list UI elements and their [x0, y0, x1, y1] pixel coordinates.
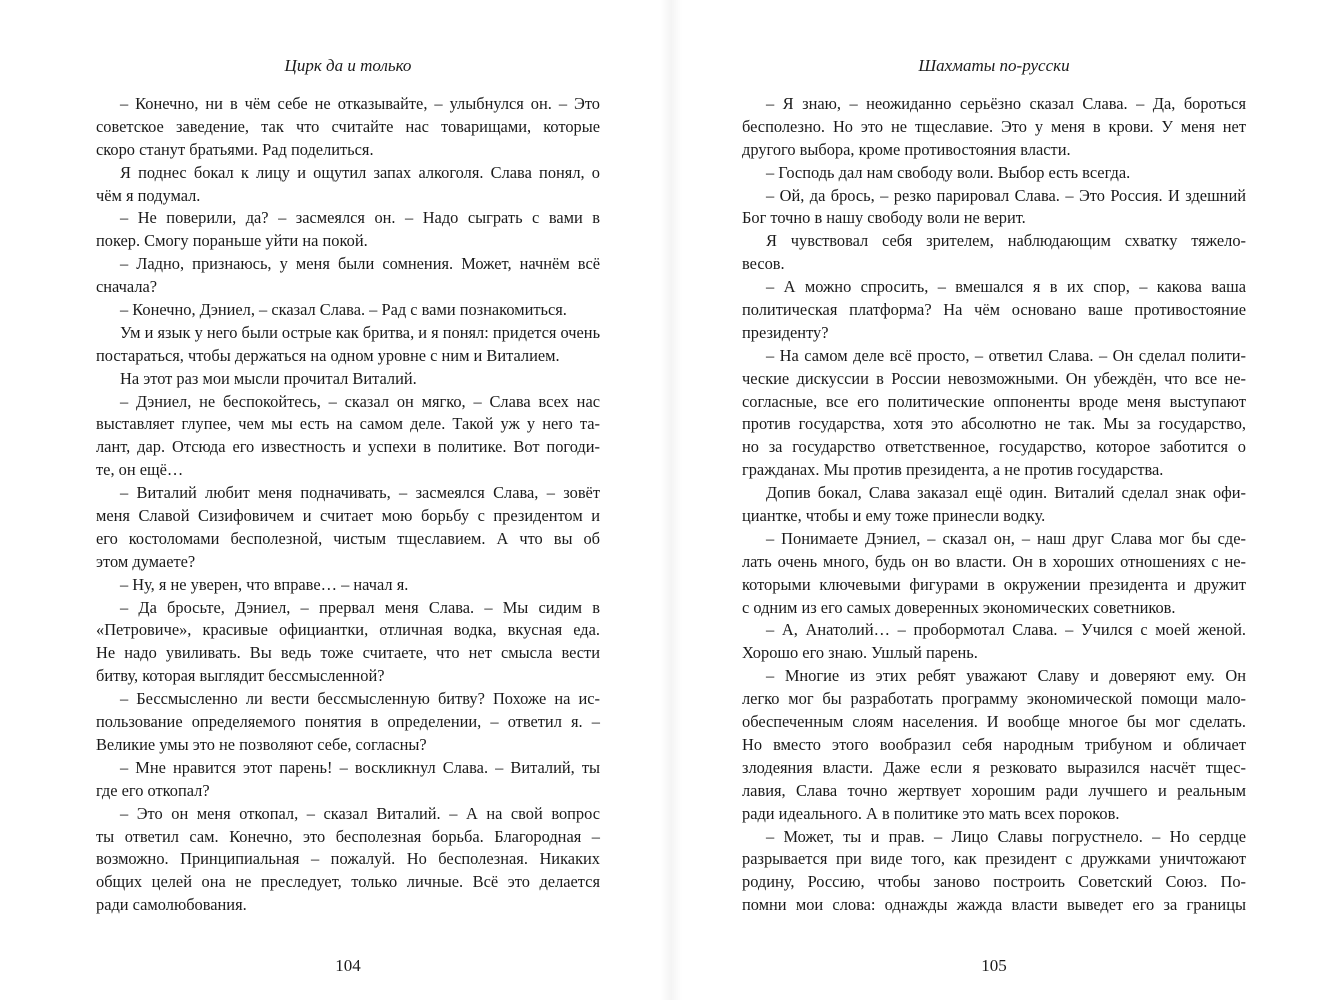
- text-line: – Конечно, ни в чём себе не отказывайте, – улыбнулся он. – Это: [120, 94, 600, 113]
- text-line: На этот раз мои мысли прочитал Виталий.: [120, 368, 417, 388]
- text-line: Но вместо этого вообразил себя народным трибуном и обличает: [742, 734, 1246, 754]
- text-line: – Понимаете Дэниел, – сказал он, – наш друг Слава мог бы сде-: [766, 528, 1246, 548]
- text-line: постараться, чтобы держаться на одном уровне с ним и Виталием.: [96, 345, 560, 365]
- text-line: – Господь дал нам свободу воли. Выбор есть всегда.: [766, 162, 1131, 182]
- left-page: [96, 0, 600, 1000]
- text-line: ради самолюбования.: [96, 895, 247, 915]
- text-line: – Это он меня откопал, – сказал Виталий. – А на свой вопрос: [120, 803, 600, 823]
- text-line: Хорошо его знаю. Ушлый парень.: [742, 643, 978, 663]
- text-line: согласные, все его политические оппоненты вроде меня выступают: [742, 391, 1246, 411]
- text-line: бесполезно. Но это не тщеславие. Это у меня в крови. У меня нет: [742, 116, 1246, 136]
- left-running-head: Цирк да и только: [284, 56, 412, 75]
- text-line: которыми ключевыми фигурами в окружении президента и дружит: [742, 574, 1246, 594]
- text-line: – Мне нравится этот парень! – воскликнул Слава. – Виталий, ты: [120, 757, 600, 777]
- text-line: Допив бокал, Слава заказал ещё один. Виталий сделал знак офи-: [766, 483, 1246, 503]
- text-line: скоро станут братьями. Рад поделиться.: [96, 139, 374, 159]
- right-page: [742, 0, 1246, 1000]
- text-line: лавия, Слава точно жертвует хорошим ради лучшего и реальным: [742, 780, 1246, 800]
- text-line: весов.: [742, 254, 785, 274]
- text-line: – Ой, да брось, – резко парировал Слава. – Это Россия. И здешний: [766, 185, 1246, 205]
- text-line: Бог точно в нашу свободу воли не верит.: [742, 208, 1026, 228]
- text-line: – Ну, я не уверен, что вправе… – начал я.: [120, 574, 409, 594]
- text-line: меня Славой Сизифовичем и считает мою борьбу с президентом и: [96, 506, 600, 526]
- text-line: – Дэниел, не беспокойтесь, – сказал он мягко, – Слава всех нас: [120, 391, 600, 411]
- left-page-body-text: [96, 93, 600, 917]
- text-line: его костоломами бесполезной, чистым тщеславием. А что вы об: [96, 528, 600, 548]
- text-line: выставляет глупее, чем мы есть на самом деле. Такой уж у него та-: [96, 414, 600, 434]
- text-line: советское заведение, так что считайте нас товарищами, которые: [96, 116, 600, 136]
- text-line: обеспеченным слоям населения. И вообще многое бы мог сделать.: [742, 712, 1246, 732]
- text-line: Великие умы это не позволяют себе, согласны?: [96, 734, 427, 754]
- text-line: Не надо увиливать. Вы ведь тоже считаете, что нет смысла вести: [96, 643, 600, 663]
- text-line: Я чувствовал себя зрителем, наблюдающим схватку тяжело-: [766, 231, 1246, 251]
- text-line: Я поднес бокал к лицу и ощутил запах алкоголя. Слава понял, о: [120, 162, 600, 182]
- text-line: – Многие из этих ребят уважают Славу и доверяют ему. Он: [766, 666, 1246, 686]
- right-page-number: 105: [981, 956, 1007, 975]
- text-line: – А можно спросить, – вмешался я в их спор, – какова ваша: [766, 277, 1246, 297]
- left-page-number: 104: [335, 956, 361, 975]
- text-line: злодеяния власти. Даже если я резковато выразился насчёт тщес-: [742, 757, 1246, 777]
- text-line: общих целей она не преследует, только личные. Всё это делается: [96, 872, 600, 892]
- text-line: пользование определяемого понятия в определении, – ответил я. –: [96, 712, 600, 732]
- text-line: – Конечно, Дэниел, – сказал Слава. – Рад с вами познакомиться.: [120, 300, 567, 320]
- text-line: родину, Россию, чтобы заново построить Советский Союз. По-: [742, 872, 1246, 892]
- text-line: Ум и язык у него были острые как бритва, и я понял: придется очень: [120, 322, 601, 342]
- text-line: разрывается при виде того, как президент с дружками уничтожают: [742, 849, 1246, 869]
- text-line: ческие дискуссии в России невозможными. Он убеждён, что все не-: [742, 368, 1246, 388]
- text-line: «Петровиче», красивые официантки, отличная водка, вкусная еда.: [96, 620, 600, 640]
- text-line: помни мои слова: однажды жажда власти выведет его за границы: [742, 895, 1246, 915]
- text-line: – Не поверили, да? – засмеялся он. – Надо сыграть с вами в: [120, 208, 600, 228]
- text-line: – А, Анатолий… – пробормотал Слава. – Учился с моей женой.: [766, 620, 1246, 640]
- text-line: сначала?: [96, 277, 158, 297]
- text-line: – Да бросьте, Дэниел, – прервал меня Слава. – Мы сидим в: [120, 597, 600, 617]
- text-line: другого выбора, кроме противостояния власти.: [742, 139, 1071, 159]
- text-line: те, он ещё…: [96, 460, 184, 480]
- text-line: президенту?: [742, 322, 829, 342]
- text-line: гражданах. Мы против президента, а не против государства.: [742, 460, 1164, 480]
- text-line: покер. Смогу пораньше уйти на покой.: [96, 231, 368, 251]
- text-line: лать очень много, будь он во власти. Он в хороших отношениях с не-: [742, 551, 1246, 571]
- text-line: – На самом деле всё просто, – ответил Слава. – Он сделал полити-: [766, 345, 1246, 365]
- text-line: возможно. Принципиальная – пожалуй. Но бесполезная. Никаких: [96, 849, 600, 869]
- text-line: где его откопал?: [96, 780, 210, 800]
- text-line: – Виталий любит меня подначивать, – засмеялся Слава, – зовёт: [120, 483, 600, 503]
- text-line: политическая платформа? На чём основано ваше противостояние: [742, 300, 1246, 320]
- text-line: но за государство ответственное, государство, которое заботится о: [742, 437, 1246, 457]
- text-line: – Я знаю, – неожиданно серьёзно сказал Слава. – Да, бороться: [766, 94, 1246, 113]
- text-line: циантке, чтобы и ему тоже принесли водку.: [742, 506, 1046, 526]
- text-line: чём я подумал.: [96, 185, 201, 205]
- text-line: с одним из его самых доверенных экономических советников.: [742, 597, 1176, 617]
- text-line: легко мог бы разработать программу экономической помощи мало-: [742, 689, 1246, 709]
- text-line: ты ответил сам. Конечно, это бесполезная борьба. Благородная –: [96, 826, 600, 846]
- book-gutter: [660, 0, 682, 1000]
- text-line: ради идеального. А в политике это мать всех пороков.: [742, 803, 1120, 823]
- right-running-head: Шахматы по-русски: [918, 56, 1070, 75]
- text-line: этом думаете?: [96, 551, 196, 571]
- right-page-body-text: [742, 93, 1246, 917]
- text-line: – Ладно, признаюсь, у меня были сомнения. Может, начнём всё: [120, 254, 600, 274]
- text-line: лант, дар. Отсюда его известность и успехи в политике. Вот погоди-: [96, 437, 600, 457]
- text-line: – Бессмысленно ли вести бессмысленную битву? Похоже на ис-: [120, 689, 600, 709]
- text-line: – Может, ты и прав. – Лицо Славы погрустнело. – Но сердце: [766, 826, 1246, 846]
- text-line: против государства, хотя это абсолютно не так. Мы за государство,: [742, 414, 1246, 434]
- text-line: битву, которая выглядит бессмысленной?: [96, 666, 385, 686]
